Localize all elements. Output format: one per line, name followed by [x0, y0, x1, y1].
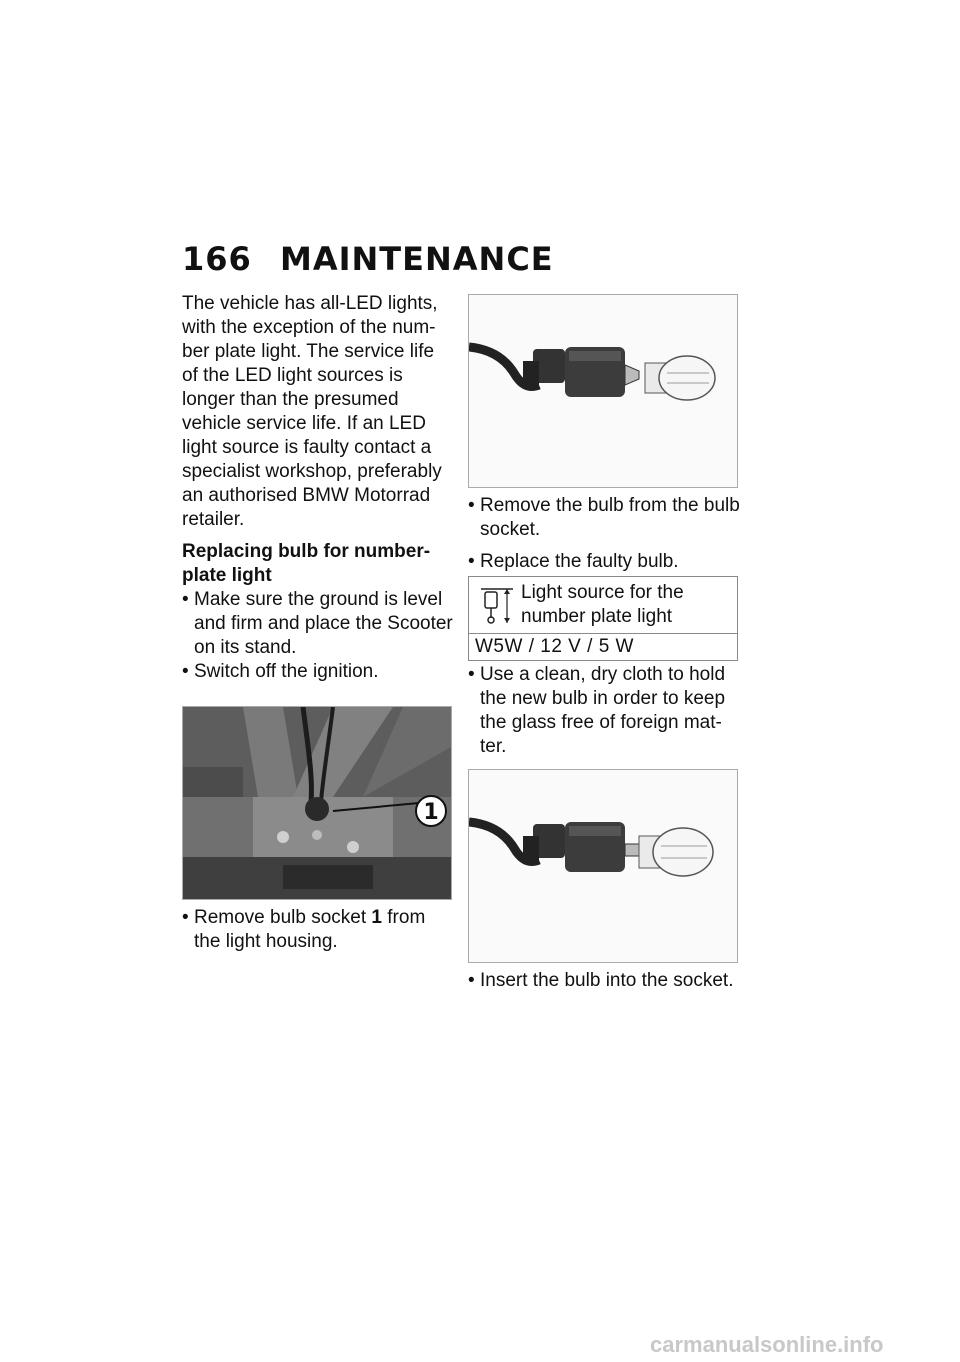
list-item	[468, 663, 740, 759]
step-text-post: from the light housing.	[194, 907, 426, 952]
bullet-icon: •	[468, 551, 475, 572]
list-item	[468, 494, 740, 542]
bullet-icon: •	[182, 661, 189, 682]
spec-label: Light source for the number plate light	[521, 582, 684, 627]
intro-paragraph: The vehicle has all-LED lights, with the exception of the num-ber plate light. The service life of the LED light sources is longer than the presumed vehicle service life. If an LED light source is faulty contact a specialist workshop, preferably an authorised BMW Motorrad retailer.	[182, 293, 442, 530]
right-column	[468, 294, 740, 993]
watermark: carmanualsonline.info	[650, 1332, 884, 1357]
page-number: 166	[182, 240, 252, 278]
step-text: Remove the bulb from the bulb socket.	[480, 495, 740, 540]
list-item	[182, 588, 454, 660]
left-column	[182, 292, 454, 954]
bullet-icon: •	[468, 495, 475, 516]
bullet-icon: •	[468, 664, 475, 685]
bulb-in-socket-illustration	[468, 294, 738, 488]
step-text: Make sure the ground is level and firm and place the Scooter on its stand.	[194, 589, 453, 658]
bullet-icon: •	[182, 907, 189, 928]
bulb-socket-photo	[182, 706, 452, 900]
list-item	[182, 906, 454, 954]
bullet-icon: •	[468, 970, 475, 991]
list-item	[468, 550, 740, 574]
step-text: Replace the faulty bulb.	[480, 551, 679, 572]
bulb-spec-icon	[479, 585, 515, 625]
list-item	[468, 969, 740, 993]
step-text-pre: Remove bulb socket	[194, 907, 372, 928]
page-header	[182, 240, 554, 278]
subheading: Replacing bulb for number-plate light	[182, 541, 431, 586]
step-ref-number: 1	[371, 907, 382, 928]
step-text: Insert the bulb into the socket.	[480, 970, 734, 991]
step-text: Switch off the ignition.	[194, 661, 379, 682]
list-item	[182, 660, 454, 684]
section-title: MAINTENANCE	[280, 240, 554, 278]
spec-value: W5W / 12 V / 5 W	[475, 636, 634, 657]
bullet-icon: •	[182, 589, 189, 610]
bulb-inserted-illustration	[468, 769, 738, 963]
step-text: Use a clean, dry cloth to hold the new bulb in order to keep the glass free of foreign mat-ter.	[480, 664, 726, 757]
bulb-spec-table	[468, 576, 738, 661]
callout-1: 1	[423, 800, 439, 825]
